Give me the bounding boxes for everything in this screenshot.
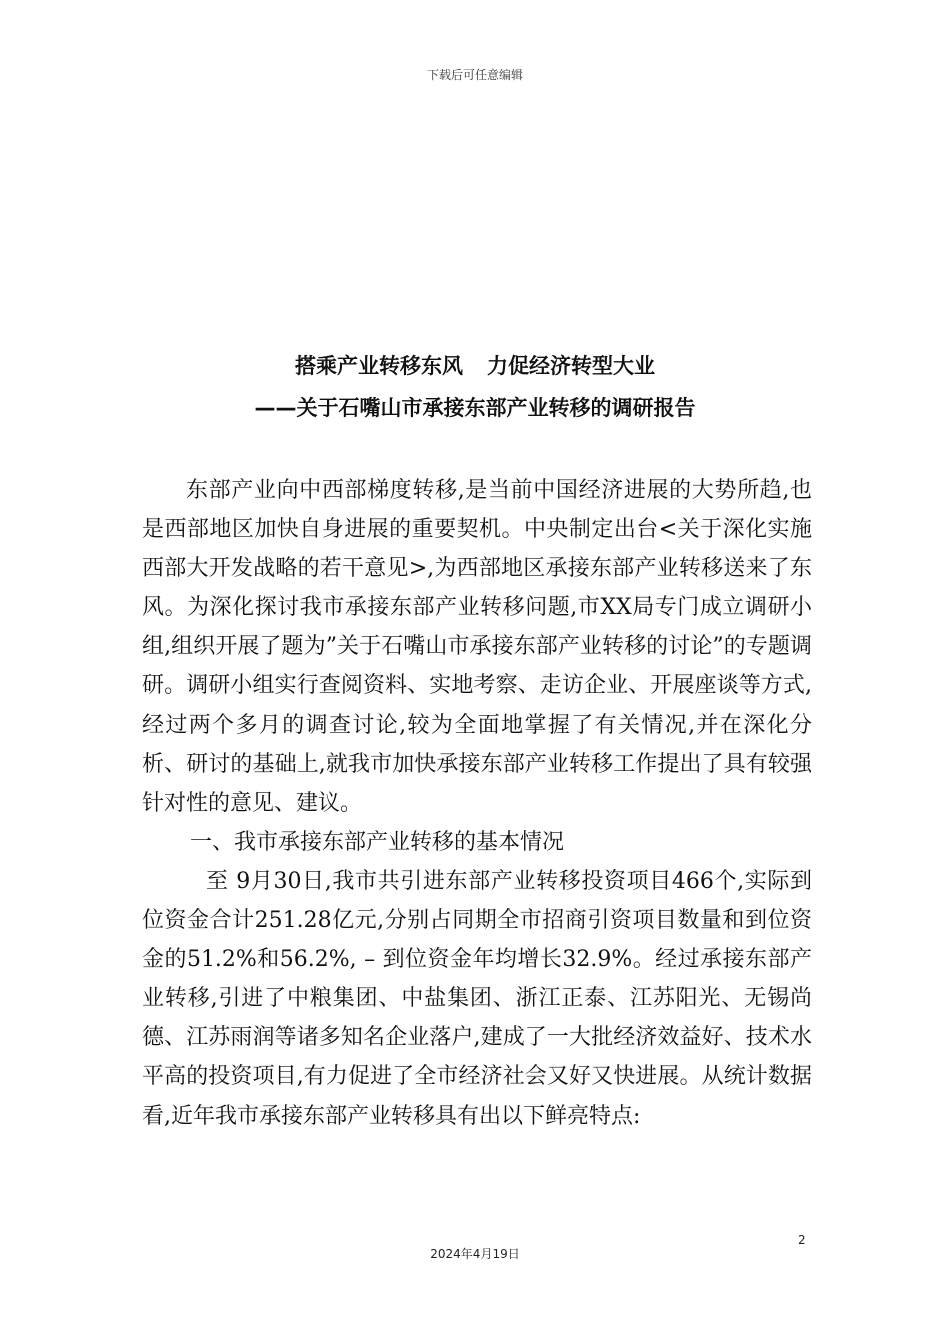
section-paragraph: 至 9月30日,我市共引进东部产业转移投资项目466个,实际到位资金合计251.28亿元,分别占同期全市招商引资项目数量和到位资金的51.2%和56.2%, – 到位资金年均增长32.9%。经过承接东部产业转移,引进了中粮集团、中盐集团、浙江正泰、江苏阳光、无锡尚德、江苏雨润等诸多知名企业落户,建成了一大批经济效益好、技术水平高的投资项目,有力促进了全市经济社会又好又快进展。从统计数据看,近年我市承接东部产业转移具有出以下鲜亮特点:: [142, 868, 812, 1129]
page-number: 2: [798, 1233, 806, 1247]
document-title: [0, 345, 950, 429]
footer-date: 2024年4月19日: [430, 1247, 520, 1261]
title-line-2: ——关于石嘴山市承接东部产业转移的调研报告: [254, 396, 696, 420]
title-line-1: [0, 345, 950, 387]
title-line-1-part-1: 搭乘产业转移东风: [295, 354, 463, 378]
section-heading: 一、我市承接东部产业转移的基本情况: [190, 829, 565, 855]
title-line-1-part-2: 力促经济转型大业: [487, 354, 655, 378]
document-body: [142, 471, 812, 1136]
intro-paragraph: 东部产业向中西部梯度转移,是当前中国经济进展的大势所趋,也是西部地区加快自身进展的重要契机。中央制定出台<关于深化实施西部大开发战略的若干意见>,为西部地区承接东部产业转移送来了东风。为深化探讨我市承接东部产业转移问题,市XX局专门成立调研小组,组织开展了题为”关于石嘴山市承接东部产业转移的讨论”的专题调研。调研小组实行查阅资料、实地考察、走访企业、开展座谈等方式,经过两个多月的调查讨论,较为全面地掌握了有关情况,并在深化分析、研讨的基础上,就我市加快承接东部产业转移工作提出了具有较强针对性的意见、建议。: [142, 478, 812, 816]
header-note: 下载后可任意编辑: [426, 68, 523, 82]
